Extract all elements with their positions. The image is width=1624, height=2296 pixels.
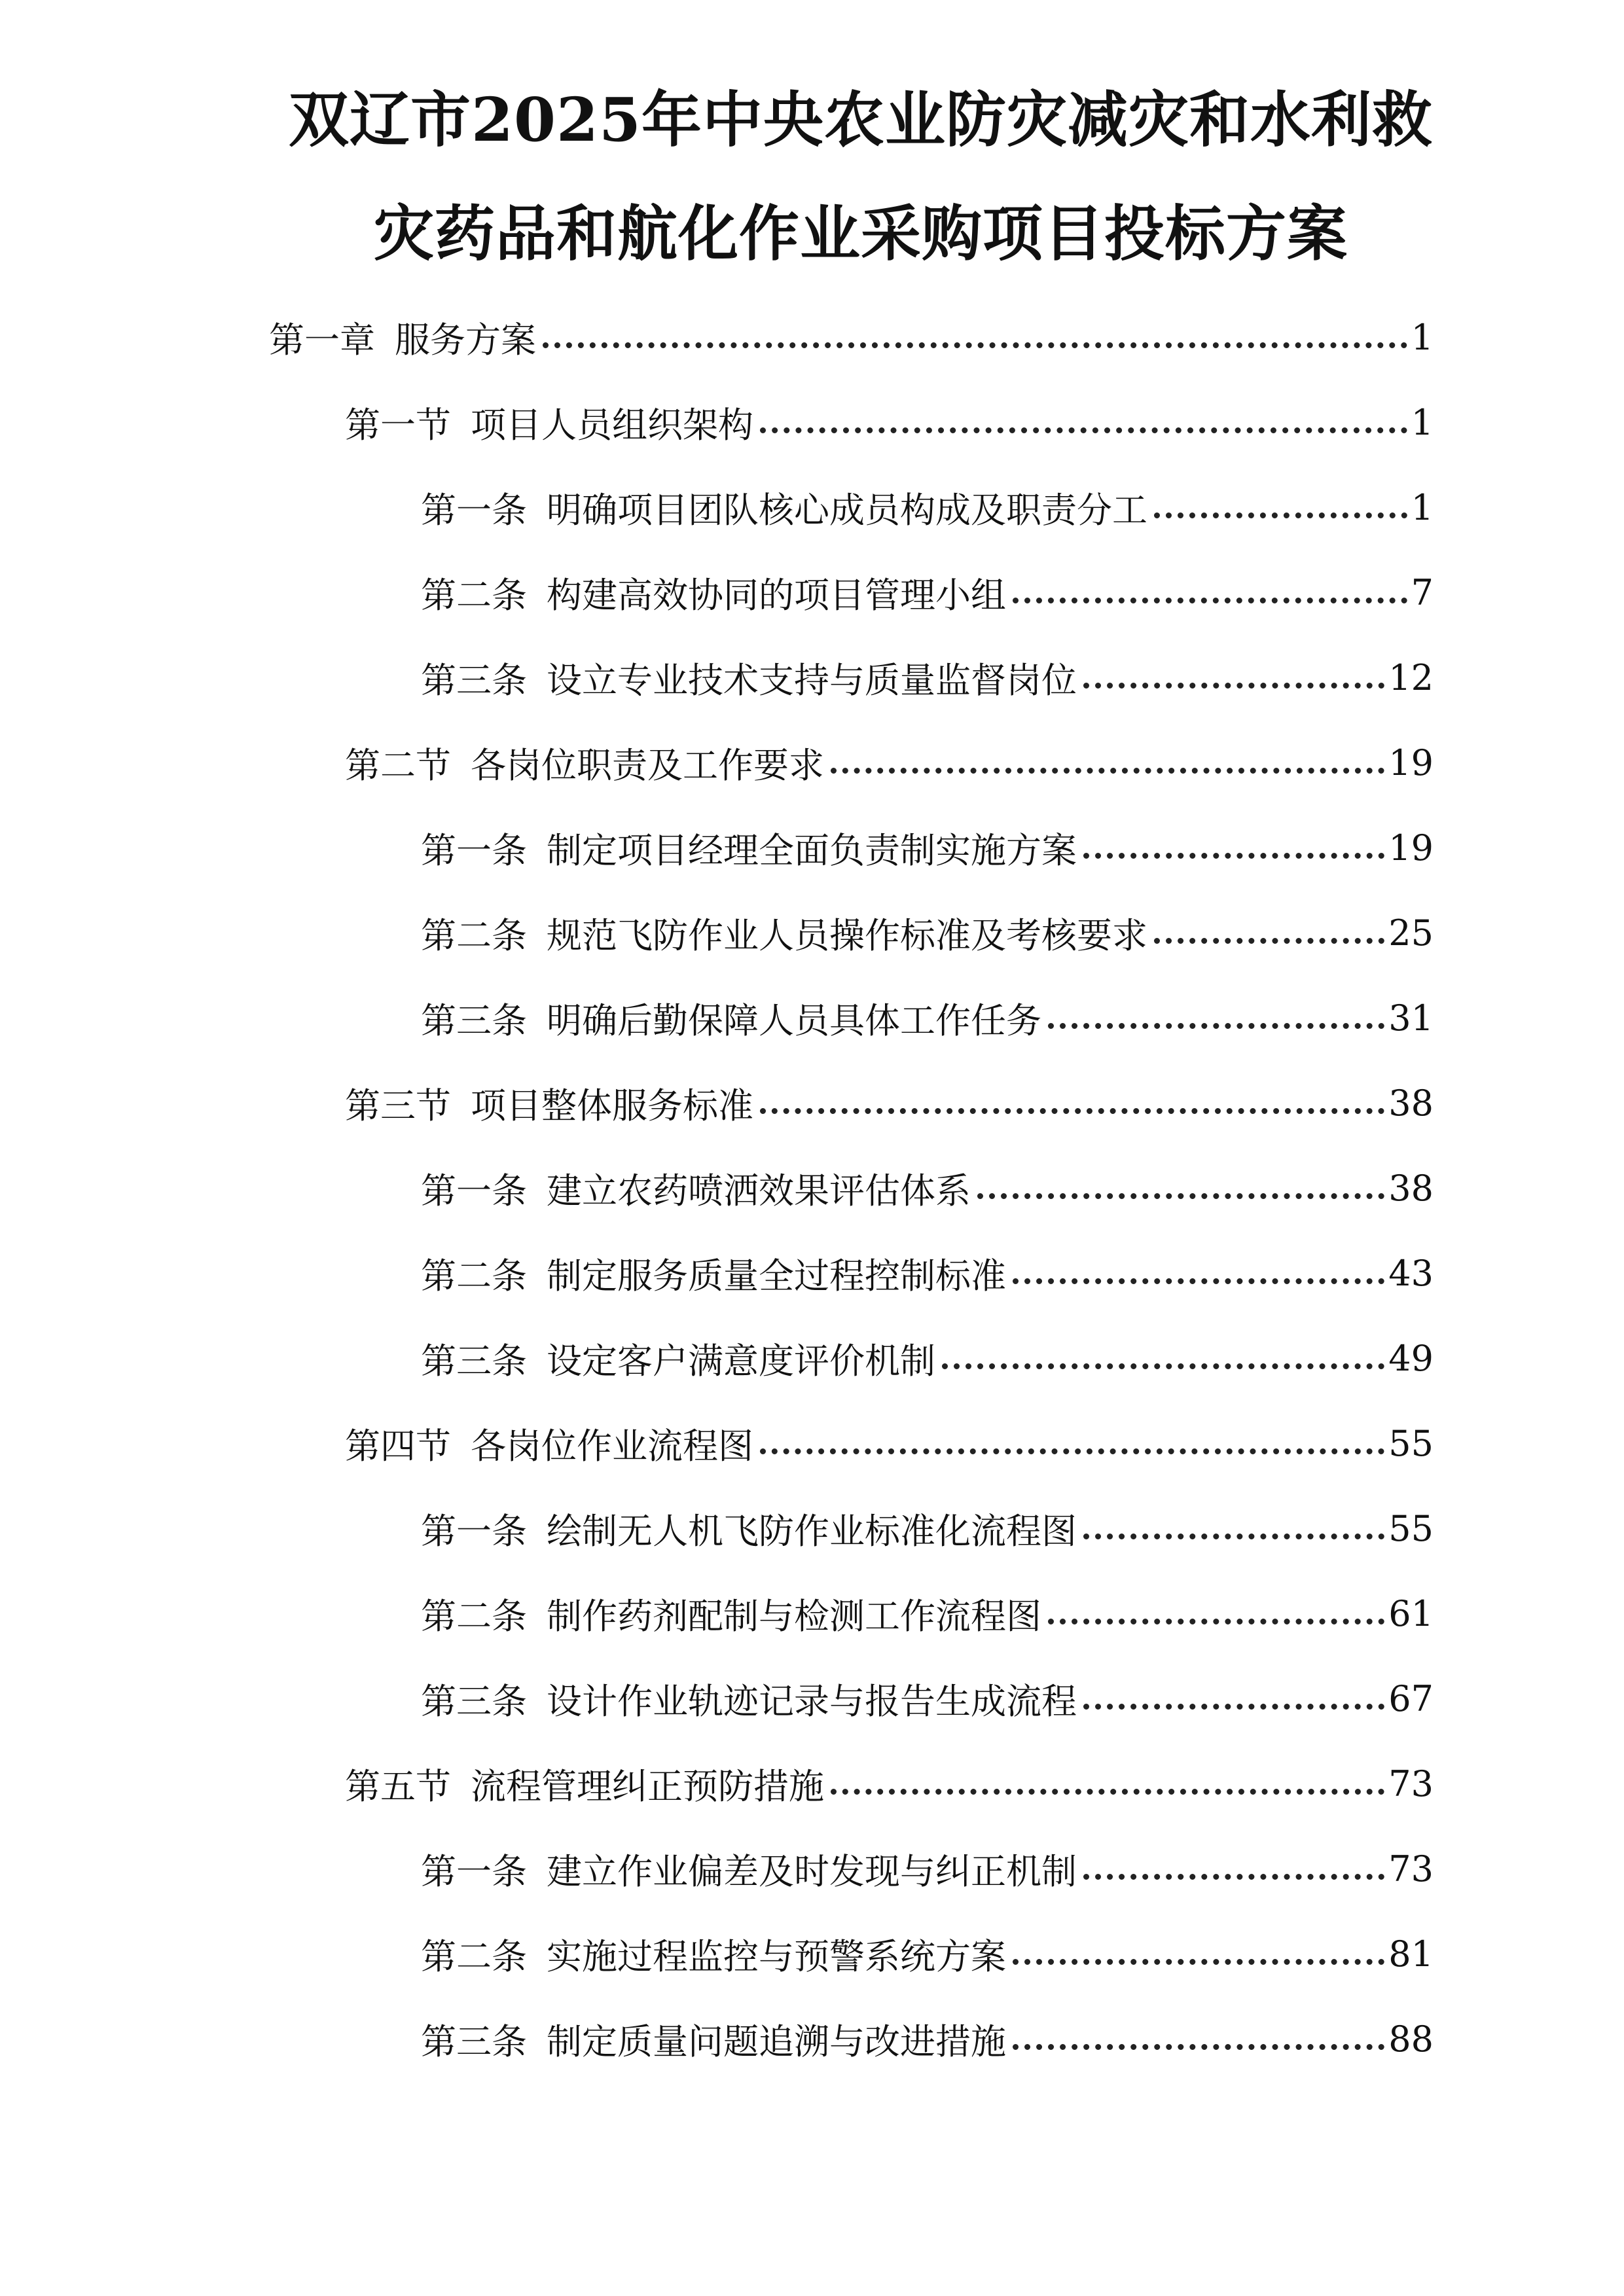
toc-entry-page: 19 — [1388, 827, 1434, 869]
toc-entry-label: 第二条 — [421, 574, 527, 616]
toc-leader-dots — [1013, 1278, 1384, 1284]
toc-entry-section-2[interactable] — [345, 736, 1434, 789]
toc-entry-text: 构建高效协同的项目管理小组 — [547, 574, 1006, 616]
toc-entry-text: 建立农药喷洒效果评估体系 — [547, 1170, 971, 1211]
toc-entry-page: 67 — [1388, 1677, 1434, 1719]
toc-entry-text: 制作药剂配制与检测工作流程图 — [547, 1595, 1041, 1637]
toc-entry-label: 第三条 — [421, 1680, 527, 1722]
toc-entry-text: 绘制无人机飞防作业标准化流程图 — [547, 1510, 1077, 1552]
toc-leader-dots — [1083, 1704, 1384, 1710]
toc-leader-dots — [1048, 1619, 1384, 1624]
toc-entry-text: 明确项目团队核心成员构成及职责分工 — [547, 489, 1147, 531]
toc-leader-dots — [760, 1108, 1384, 1114]
toc-entry-text: 设定客户满意度评价机制 — [547, 1340, 935, 1382]
toc-entry-text: 各岗位作业流程图 — [471, 1425, 753, 1467]
toc-entry-text: 项目人员组织架构 — [471, 404, 753, 446]
toc-leader-dots — [1048, 1023, 1384, 1029]
toc-entry-page: 19 — [1388, 742, 1434, 783]
toc-leader-dots — [1083, 1534, 1384, 1539]
toc-entry-text: 建立作业偏差及时发现与纠正机制 — [547, 1850, 1077, 1892]
toc-entry-article[interactable] — [421, 651, 1434, 704]
toc-entry-label: 第三条 — [421, 1340, 527, 1382]
toc-entry-page: 7 — [1411, 571, 1434, 613]
toc-entry-article[interactable] — [421, 481, 1434, 533]
toc-entry-label: 第一条 — [421, 1510, 527, 1552]
toc-entry-text: 制定质量问题追溯与改进措施 — [547, 2020, 1006, 2062]
toc-leader-dots — [1083, 683, 1384, 689]
toc-entry-article[interactable] — [421, 1842, 1434, 1895]
toc-entry-text: 实施过程监控与预警系统方案 — [547, 1935, 1006, 1977]
toc-entry-article[interactable] — [421, 992, 1434, 1044]
toc-entry-label: 第一条 — [421, 1170, 527, 1211]
toc-entry-page: 73 — [1388, 1848, 1434, 1890]
toc-entry-label: 第二节 — [345, 744, 451, 786]
toc-entry-article[interactable] — [421, 566, 1434, 619]
toc-leader-dots — [543, 342, 1407, 348]
toc-entry-article[interactable] — [421, 1502, 1434, 1554]
toc-entry-page: 25 — [1388, 912, 1434, 954]
toc-entry-article[interactable] — [421, 821, 1434, 874]
toc-entry-label: 第四节 — [345, 1425, 451, 1467]
toc-entry-page: 55 — [1388, 1507, 1434, 1549]
toc-leader-dots — [1154, 938, 1384, 944]
toc-entry-article[interactable] — [421, 1332, 1434, 1384]
toc-entry-page: 49 — [1388, 1337, 1434, 1379]
toc-entry-section-4[interactable] — [345, 1417, 1434, 1469]
toc-entry-label: 第一条 — [421, 829, 527, 871]
toc-entry-label: 第五节 — [345, 1765, 451, 1807]
toc-entry-page: 31 — [1388, 997, 1434, 1039]
toc-leader-dots — [1013, 2044, 1384, 2050]
toc-leader-dots — [942, 1363, 1384, 1369]
toc-entry-page: 61 — [1388, 1592, 1434, 1634]
toc-leader-dots — [831, 1789, 1384, 1795]
toc-leader-dots — [831, 768, 1384, 774]
toc-entry-section-1[interactable] — [345, 396, 1434, 448]
toc-entry-article[interactable] — [421, 2013, 1434, 2065]
toc-entry-text: 流程管理纠正预防措施 — [471, 1765, 824, 1807]
toc-entry-page: 88 — [1388, 2018, 1434, 2060]
toc-entry-label: 第二条 — [421, 1935, 527, 1977]
toc-entry-page: 1 — [1411, 401, 1434, 443]
toc-entry-label: 第一条 — [421, 1850, 527, 1892]
toc-entry-page: 1 — [1411, 316, 1434, 358]
toc-entry-chapter-1[interactable] — [269, 311, 1434, 363]
toc-entry-page: 43 — [1388, 1252, 1434, 1294]
toc-entry-label: 第二条 — [421, 914, 527, 956]
toc-entry-page: 81 — [1388, 1933, 1434, 1975]
toc-entry-article[interactable] — [421, 1587, 1434, 1640]
toc-entry-article[interactable] — [421, 1162, 1434, 1214]
toc-leader-dots — [977, 1193, 1384, 1199]
toc-entry-page: 55 — [1388, 1422, 1434, 1464]
toc-entry-label: 第三条 — [421, 659, 527, 701]
toc-entry-label: 第一章 — [269, 319, 375, 361]
toc-entry-article[interactable] — [421, 906, 1434, 959]
toc-entry-label: 第一条 — [421, 489, 527, 531]
toc-entry-page: 38 — [1388, 1167, 1434, 1209]
toc-entry-text: 项目整体服务标准 — [471, 1085, 753, 1126]
toc-entry-text: 制定服务质量全过程控制标准 — [547, 1255, 1006, 1297]
toc-leader-dots — [1013, 598, 1407, 603]
toc-leader-dots — [760, 1448, 1384, 1454]
toc-entry-section-5[interactable] — [345, 1757, 1434, 1810]
toc-entry-label: 第三条 — [421, 2020, 527, 2062]
toc-entry-text: 规范飞防作业人员操作标准及考核要求 — [547, 914, 1147, 956]
toc-entry-page: 1 — [1411, 486, 1434, 528]
toc-entry-article[interactable] — [421, 1928, 1434, 1980]
toc-entry-page: 38 — [1388, 1082, 1434, 1124]
toc-entry-text: 明确后勤保障人员具体工作任务 — [547, 999, 1041, 1041]
toc-entry-label: 第二条 — [421, 1595, 527, 1637]
toc-entry-section-3[interactable] — [345, 1077, 1434, 1129]
toc-entry-article[interactable] — [421, 1247, 1434, 1299]
toc-entry-label: 第三条 — [421, 999, 527, 1041]
toc-entry-article[interactable] — [421, 1672, 1434, 1725]
toc-leader-dots — [1083, 853, 1384, 859]
toc-entry-page: 73 — [1388, 1763, 1434, 1804]
toc-entry-text: 制定项目经理全面负责制实施方案 — [547, 829, 1077, 871]
toc-entry-text: 各岗位职责及工作要求 — [471, 744, 824, 786]
toc-entry-text: 服务方案 — [395, 319, 536, 361]
document-title-line-1: 双辽市2025年中央农业防灾减灾和水利救 — [288, 84, 1434, 155]
document-title-line-2: 灾药品和航化作业采购项目投标方案 — [373, 198, 1348, 269]
toc-leader-dots — [1154, 512, 1407, 518]
toc-entry-page: 12 — [1388, 656, 1434, 698]
toc-entry-label: 第二条 — [421, 1255, 527, 1297]
toc-leader-dots — [760, 427, 1407, 433]
toc-entry-text: 设立专业技术支持与质量监督岗位 — [547, 659, 1077, 701]
toc-entry-label: 第三节 — [345, 1085, 451, 1126]
toc-leader-dots — [1083, 1874, 1384, 1880]
toc-entry-label: 第一节 — [345, 404, 451, 446]
toc-leader-dots — [1013, 1959, 1384, 1965]
toc-entry-text: 设计作业轨迹记录与报告生成流程 — [547, 1680, 1077, 1722]
